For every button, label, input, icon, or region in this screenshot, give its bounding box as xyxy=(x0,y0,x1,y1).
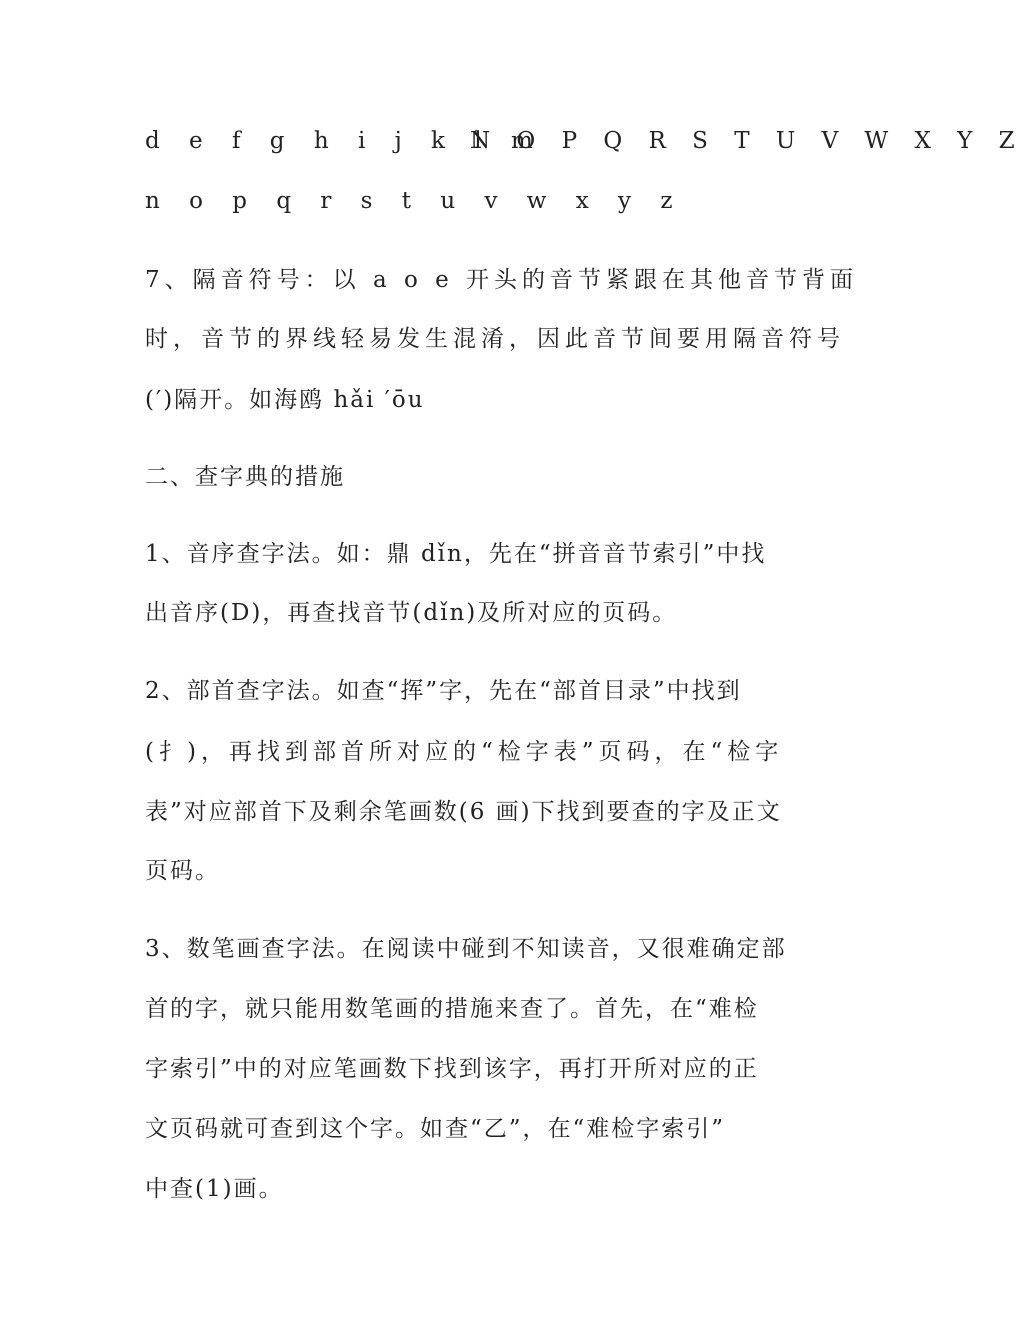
alphabet-row-2: n o p q r s t u v w x y z xyxy=(145,188,684,214)
section-heading: 二、查字典的措施 xyxy=(145,464,345,490)
paragraph-line: 出音序(D)，再查找音节(dǐn)及所对应的页码。 xyxy=(145,600,678,626)
alphabet-lower-d-m: d e f g h i j k l m xyxy=(145,128,544,154)
paragraph-line: 字索引”中的对应笔画数下找到该字，再打开所对应的正 xyxy=(145,1056,759,1082)
paragraph-line: 中查(1)画。 xyxy=(145,1176,284,1202)
paragraph-line: (扌)，再找到部首所对应的“检字表”页码，在“检字 xyxy=(145,739,784,765)
paragraph-line: 1、音序查字法。如：鼎 dǐn，先在“拼音音节索引”中找 xyxy=(145,541,767,567)
paragraph-line: 2、部首查字法。如查“挥”字，先在“部首目录”中找到 xyxy=(145,678,742,704)
paragraph-line: 页码。 xyxy=(145,858,220,884)
paragraph-line: 3、数笔画查字法。在阅读中碰到不知读音，又很难确定部 xyxy=(145,936,787,962)
paragraph-line: 7、隔音符号：以 a o e 开头的音节紧跟在其他音节背面 xyxy=(145,267,859,293)
alphabet-upper-n-z: N O P Q R S T U V W X Y Z xyxy=(470,128,1024,154)
paragraph-line: (′)隔开。如海鸥 hǎi ′ōu xyxy=(145,387,425,413)
paragraph-line: 首的字，就只能用数笔画的措施来查了。首先，在“难检 xyxy=(145,996,759,1022)
paragraph-line: 表”对应部首下及剩余笔画数(6 画)下找到要查的字及正文 xyxy=(145,799,782,825)
paragraph-line: 时，音节的界线轻易发生混淆，因此音节间要用隔音符号 xyxy=(145,326,845,352)
paragraph-line: 文页码就可查到这个字。如查“乙”，在“难检字索引” xyxy=(145,1116,726,1142)
